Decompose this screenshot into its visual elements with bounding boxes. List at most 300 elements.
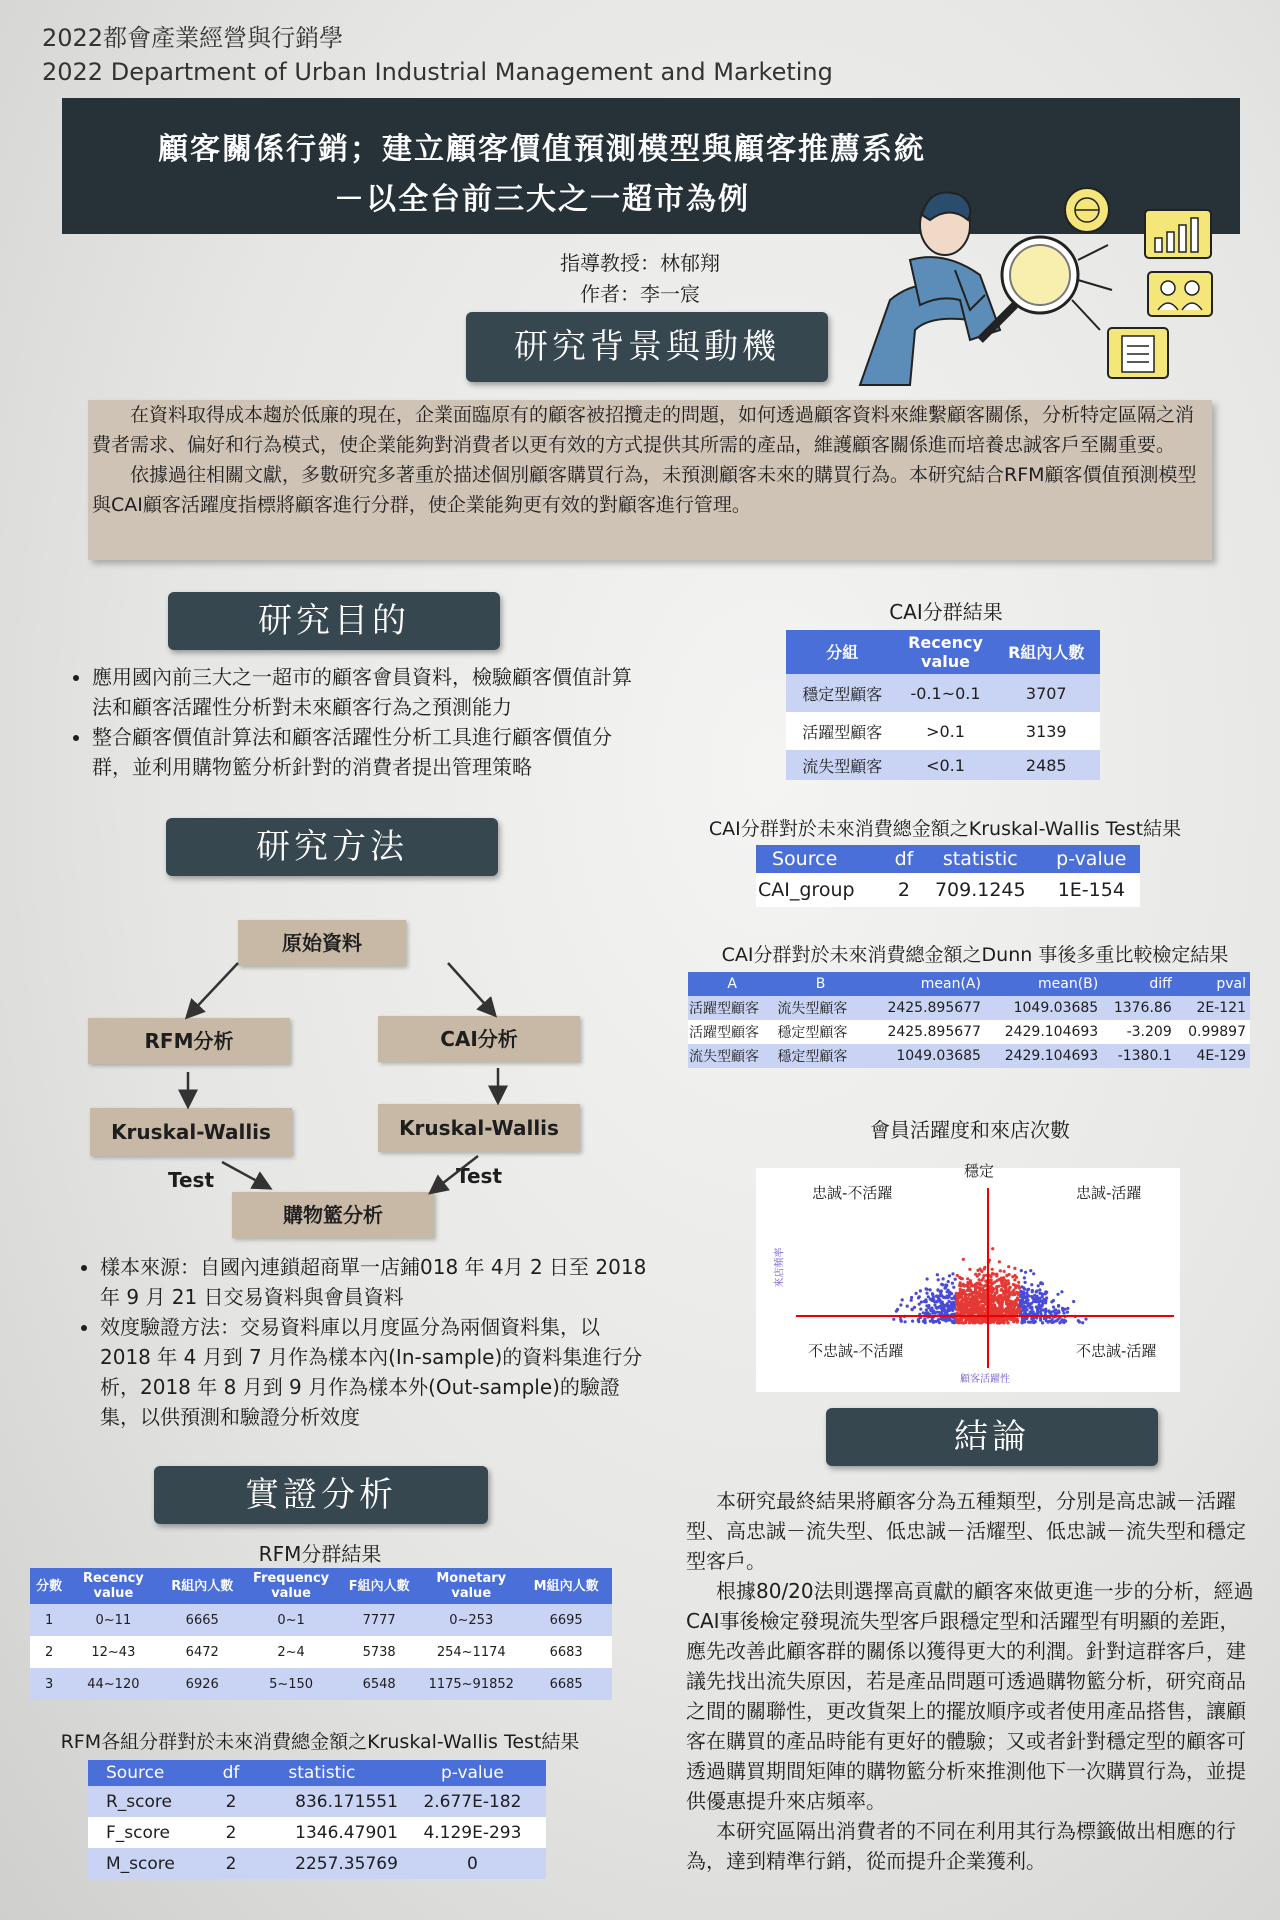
scatter-point bbox=[1000, 1289, 1003, 1292]
table-cell: 穩定型顧客 bbox=[777, 1025, 848, 1041]
scatter-point bbox=[948, 1318, 951, 1321]
table-row bbox=[786, 712, 1100, 750]
table-header-cell: B bbox=[815, 976, 826, 992]
table-cell: 流失型顧客 bbox=[689, 1049, 759, 1065]
scatter-point bbox=[1052, 1306, 1055, 1309]
scatter-point bbox=[978, 1273, 981, 1276]
table-header-cell: R組內人數 bbox=[171, 1578, 234, 1594]
table-row bbox=[688, 1020, 1250, 1044]
scatter-point bbox=[920, 1300, 923, 1303]
table-header-cell: statistic bbox=[288, 1763, 356, 1783]
table-header-cell: df bbox=[222, 1763, 240, 1783]
scatter-point bbox=[1001, 1301, 1004, 1304]
table-header-row bbox=[756, 845, 1140, 873]
scatter-point bbox=[1060, 1290, 1063, 1293]
scatter-point bbox=[930, 1307, 933, 1310]
scatter-point bbox=[958, 1321, 961, 1324]
table-cell: >0.1 bbox=[926, 721, 965, 741]
table-cell: 1049.03685 bbox=[1013, 1000, 1099, 1016]
scatter-caption: 會員活躍度和來店次數 bbox=[870, 1118, 1070, 1142]
scatter-point bbox=[955, 1312, 958, 1315]
scatter-point bbox=[1028, 1321, 1031, 1324]
scatter-point bbox=[1078, 1320, 1081, 1323]
scatter-point bbox=[1002, 1276, 1005, 1279]
scatter-point bbox=[1002, 1298, 1005, 1301]
scatter-point bbox=[970, 1283, 973, 1286]
scatter-point bbox=[1013, 1267, 1016, 1270]
scatter-point bbox=[999, 1317, 1002, 1320]
scatter-point bbox=[910, 1296, 913, 1299]
scatter-point bbox=[957, 1309, 960, 1312]
scatter-point bbox=[1021, 1298, 1024, 1301]
table-header-cell: diff bbox=[1149, 976, 1172, 992]
scatter-point bbox=[1024, 1281, 1027, 1284]
scatter-point bbox=[925, 1308, 928, 1311]
scatter-point bbox=[944, 1285, 947, 1288]
scatter-point bbox=[940, 1306, 943, 1309]
scatter-point bbox=[989, 1275, 992, 1278]
scatter-point bbox=[925, 1304, 928, 1307]
scatter-point bbox=[1016, 1298, 1019, 1301]
scatter-point bbox=[1072, 1300, 1075, 1303]
scatter-point bbox=[999, 1269, 1002, 1272]
table-row bbox=[786, 674, 1100, 712]
scatter-point bbox=[962, 1321, 965, 1324]
scatter-point bbox=[1000, 1284, 1003, 1287]
table-cell: 836.171551 bbox=[295, 1791, 398, 1812]
scatter-point bbox=[1039, 1308, 1042, 1311]
scatter-point bbox=[959, 1277, 962, 1280]
scatter-point bbox=[991, 1304, 994, 1307]
scatter-point bbox=[925, 1292, 928, 1295]
scatter-point bbox=[1002, 1320, 1005, 1323]
scatter-point bbox=[1028, 1306, 1031, 1309]
scatter-point bbox=[953, 1296, 956, 1299]
cai-table-caption: CAI分群結果 bbox=[889, 600, 1003, 624]
scatter-point bbox=[962, 1258, 965, 1261]
section-title-purpose: 研究目的 bbox=[168, 592, 500, 650]
method-item: • 效度驗證方法：交易資料庫以月度區分為兩個資料集，以 2018 年 4 月到 7 月作為樣本內(In-sample)的資料集進行分析，2018 年 8 月到 9 月作為樣本外(Out-sample)的驗證集，以供預測和驗證分析效度 bbox=[100, 1312, 648, 1432]
table-row bbox=[786, 750, 1100, 780]
scatter-point bbox=[965, 1307, 968, 1310]
scatter-point bbox=[984, 1279, 987, 1282]
scatter-point bbox=[926, 1277, 929, 1280]
table-header-cell: A bbox=[727, 976, 737, 992]
scatter-point bbox=[1015, 1276, 1018, 1279]
table-cell: 2429.104693 bbox=[1004, 1024, 1099, 1040]
table-row bbox=[88, 1786, 546, 1817]
scatter-label-loyal-active: 忠誠-活躍 bbox=[1076, 1184, 1142, 1202]
scatter-point bbox=[900, 1320, 903, 1323]
table-cell: 12~43 bbox=[91, 1644, 136, 1660]
scatter-point bbox=[1023, 1292, 1026, 1295]
table-header-cell: Recency value bbox=[908, 633, 983, 671]
scatter-point bbox=[977, 1311, 980, 1314]
scatter-point bbox=[935, 1306, 938, 1309]
scatter-point bbox=[983, 1267, 986, 1270]
table-cell: 1E-154 bbox=[1057, 879, 1125, 901]
table-cell: 2425.895677 bbox=[887, 1024, 981, 1040]
scatter-point bbox=[967, 1282, 970, 1285]
scatter-point bbox=[952, 1286, 955, 1289]
scatter-point bbox=[911, 1320, 914, 1323]
flow-cai: CAI分析 bbox=[378, 1016, 580, 1062]
table-cell: 6683 bbox=[549, 1644, 583, 1660]
scatter-point bbox=[1081, 1321, 1084, 1324]
scatter-point bbox=[896, 1308, 899, 1311]
scatter-point bbox=[965, 1298, 968, 1301]
scatter-point bbox=[1020, 1269, 1023, 1272]
flow-basket: 購物籃分析 bbox=[232, 1192, 434, 1238]
scatter-ylabel: 來店頻率 bbox=[774, 1247, 786, 1288]
scatter-point bbox=[1057, 1304, 1060, 1307]
scatter-point bbox=[991, 1282, 994, 1285]
table-cell: 0~253 bbox=[449, 1612, 494, 1628]
purpose-item: • 整合顧客價值計算法和顧客活躍性分析工具進行顧客價值分群，並利用購物籃分析針對的消費者提出管理策略 bbox=[92, 722, 640, 782]
table-cell: 2 bbox=[897, 879, 910, 901]
scatter-point bbox=[1041, 1321, 1044, 1324]
scatter-point bbox=[901, 1298, 904, 1301]
scatter-point bbox=[1043, 1298, 1046, 1301]
table-cell: 0 bbox=[467, 1853, 478, 1874]
table-cell: 44~120 bbox=[87, 1676, 140, 1692]
scatter-point bbox=[961, 1289, 964, 1292]
title-line-2: －以全台前三大之一超市為例 bbox=[334, 182, 750, 217]
scatter-point bbox=[910, 1299, 913, 1302]
scatter-point bbox=[1058, 1321, 1061, 1324]
conclusion-text bbox=[686, 1486, 1258, 1876]
scatter-point bbox=[1032, 1300, 1035, 1303]
scatter-point bbox=[925, 1288, 928, 1291]
scatter-point bbox=[973, 1284, 976, 1287]
table-row bbox=[88, 1817, 546, 1848]
scatter-point bbox=[977, 1318, 980, 1321]
table-cell: 6472 bbox=[185, 1644, 219, 1660]
scatter-point bbox=[936, 1273, 939, 1276]
scatter-point bbox=[1025, 1317, 1028, 1320]
scatter-point bbox=[959, 1317, 962, 1320]
scatter-point bbox=[1050, 1300, 1053, 1303]
scatter-point bbox=[1057, 1309, 1060, 1312]
scatter-point bbox=[1003, 1270, 1006, 1273]
section-title-empirical: 實證分析 bbox=[154, 1466, 488, 1524]
table-cell: 6695 bbox=[549, 1612, 583, 1628]
scatter-point bbox=[1054, 1308, 1057, 1311]
background-paragraph-2: 依據過往相關文獻，多數研究多著重於描述個別顧客購買行為，未預測顧客未來的購買行為。本研究結合RFM顧客價值預測模型與CAI顧客活躍度指標將顧客進行分群，使企業能夠更有效的對顧客進行管理。 bbox=[92, 464, 1197, 516]
scatter-point bbox=[1038, 1288, 1041, 1291]
table-cell: M_score bbox=[106, 1853, 175, 1874]
table-cell: 活躍型顧客 bbox=[689, 1001, 759, 1017]
table-cell: 4E-129 bbox=[1196, 1048, 1246, 1064]
scatter-point bbox=[993, 1298, 996, 1301]
table-row bbox=[30, 1636, 612, 1668]
table-cell: 2425.895677 bbox=[887, 1000, 981, 1016]
scatter-point bbox=[911, 1308, 914, 1311]
scatter-point bbox=[966, 1312, 969, 1315]
table-cell: 1346.47901 bbox=[295, 1822, 398, 1843]
method-list bbox=[78, 1252, 648, 1432]
table-cell: 2 bbox=[225, 1791, 237, 1812]
flow-arrows bbox=[0, 0, 640, 1260]
table-cell: 2257.35769 bbox=[295, 1853, 398, 1874]
scatter-point bbox=[978, 1294, 981, 1297]
scatter-point bbox=[1009, 1286, 1012, 1289]
table-cell: -1380.1 bbox=[1117, 1048, 1172, 1064]
scatter-point bbox=[1009, 1310, 1012, 1313]
scatter-point bbox=[925, 1300, 928, 1303]
scatter-point bbox=[1063, 1319, 1066, 1322]
scatter-point bbox=[1007, 1308, 1010, 1311]
scatter-point bbox=[981, 1310, 984, 1313]
scatter-point bbox=[984, 1284, 987, 1287]
table-header-cell: mean(B) bbox=[1037, 976, 1099, 992]
table-cell: 流失型顧客 bbox=[802, 756, 883, 776]
scatter-point bbox=[1007, 1321, 1010, 1324]
scatter-point bbox=[935, 1295, 938, 1298]
header-line-2: 2022 Department of Urban Industrial Management and Marketing bbox=[42, 58, 833, 86]
table-cell: 2 bbox=[225, 1853, 237, 1874]
scatter-point bbox=[944, 1309, 947, 1312]
table-cell: 5~150 bbox=[269, 1676, 314, 1692]
flow-kw-right: Kruskal-Wallis Test bbox=[378, 1104, 580, 1152]
scatter-point bbox=[917, 1320, 920, 1323]
conclusion-paragraph-2: 根據80/20法則選擇高貢獻的顧客來做更進一步的分析，經過CAI事後檢定發現流失型客戶跟穩定型和活躍型有明顯的差距，應先改善此顧客群的關係以獲得更大的利潤。針對這群客戶，建議先找出流失原因，若是產品問題可透過購物籃分析，研究商品之間的關聯性，更改貨架上的擺放順序或者使用產品搭售，讓顧客在購買的產品時能有更好的體驗；又或者針對穩定型的顧客可透過購買期間矩陣的購物籃分析來推測他下一次購買行為，並提供優惠提升來店頻率。 bbox=[686, 1579, 1254, 1813]
scatter-point bbox=[1012, 1289, 1015, 1292]
scatter-point bbox=[919, 1308, 922, 1311]
scatter-point bbox=[998, 1260, 1001, 1263]
scatter-point bbox=[982, 1274, 985, 1277]
table-cell: 3 bbox=[45, 1676, 54, 1692]
table-cell: 穩定型顧客 bbox=[777, 1049, 848, 1065]
scatter-point bbox=[1033, 1297, 1036, 1300]
scatter-point bbox=[976, 1291, 979, 1294]
table-header-cell: p-value bbox=[440, 1763, 504, 1783]
table-cell: 6548 bbox=[362, 1676, 396, 1692]
scatter-point bbox=[1030, 1295, 1033, 1298]
scatter-point bbox=[1000, 1294, 1003, 1297]
table-cell: 6926 bbox=[185, 1676, 219, 1692]
scatter-point bbox=[948, 1300, 951, 1303]
table-row bbox=[756, 873, 1140, 907]
scatter-label-loyal-inactive: 忠誠-不活躍 bbox=[812, 1184, 893, 1202]
table-cell: 1376.86 bbox=[1113, 1000, 1172, 1016]
flow-rfm: RFM分析 bbox=[88, 1018, 290, 1064]
scatter-point bbox=[1009, 1306, 1012, 1309]
scatter-point bbox=[980, 1270, 983, 1273]
scatter-point bbox=[1036, 1295, 1039, 1298]
scatter-label-disloyal-inactive: 不忠誠-不活躍 bbox=[808, 1342, 904, 1360]
scatter-point bbox=[1023, 1288, 1026, 1291]
scatter-point bbox=[1032, 1320, 1035, 1323]
scatter-point bbox=[973, 1300, 976, 1303]
scatter-point bbox=[978, 1278, 981, 1281]
flow-kw-left: Kruskal-Wallis Test bbox=[90, 1108, 292, 1156]
scatter-point bbox=[981, 1279, 984, 1282]
conclusion-paragraph-1: 本研究最終結果將顧客分為五種類型，分別是高忠誠－活躍型、高忠誠－流失型、低忠誠－活耀型、低忠誠－流失型和穩定型客戶。 bbox=[686, 1489, 1246, 1573]
table-cell: 5738 bbox=[362, 1644, 396, 1660]
table-header-cell: mean(A) bbox=[920, 976, 981, 992]
scatter-point bbox=[964, 1293, 967, 1296]
scatter-point bbox=[940, 1283, 943, 1286]
scatter-point bbox=[1031, 1289, 1034, 1292]
table-cell: 709.1245 bbox=[934, 879, 1026, 901]
scatter-point bbox=[955, 1292, 958, 1295]
scatter-point bbox=[946, 1296, 949, 1299]
table-cell: 7777 bbox=[362, 1612, 396, 1628]
scatter-point bbox=[1026, 1288, 1029, 1291]
scatter-point bbox=[1014, 1285, 1017, 1288]
scatter-point bbox=[1066, 1307, 1069, 1310]
dunn-table bbox=[688, 972, 1250, 1068]
scatter-point bbox=[972, 1295, 975, 1298]
scatter-point bbox=[981, 1295, 984, 1298]
scatter-point bbox=[1032, 1310, 1035, 1313]
scatter-point bbox=[959, 1296, 962, 1299]
scatter-point bbox=[937, 1278, 940, 1281]
table-cell: 2 bbox=[45, 1644, 54, 1660]
scatter-point bbox=[936, 1319, 939, 1322]
scatter-point bbox=[982, 1291, 985, 1294]
scatter-point bbox=[1026, 1294, 1029, 1297]
conclusion-paragraph-3: 本研究區隔出消費者的不同在利用其行為標籤做出相應的行為，達到精準行銷，從而提升企業獲利。 bbox=[686, 1819, 1236, 1873]
table-cell: -0.1~0.1 bbox=[910, 683, 981, 703]
scatter-point bbox=[954, 1278, 957, 1281]
scatter-point bbox=[956, 1300, 959, 1303]
scatter-point bbox=[1037, 1284, 1040, 1287]
table-cell: -3.209 bbox=[1126, 1024, 1172, 1040]
scatter-point bbox=[1040, 1292, 1043, 1295]
scatter-point bbox=[998, 1308, 1001, 1311]
scatter-point bbox=[939, 1290, 942, 1293]
table-cell: 1 bbox=[45, 1612, 54, 1628]
scatter-point bbox=[948, 1274, 951, 1277]
header-line-1: 2022都會產業經營與行銷學 bbox=[42, 24, 344, 52]
rfm-kw-caption: RFM各組分群對於未來消費總金額之Kruskal-Wallis Test結果 bbox=[60, 1731, 580, 1753]
scatter-point bbox=[1062, 1311, 1065, 1314]
table-row bbox=[88, 1848, 546, 1879]
scatter-point bbox=[1037, 1300, 1040, 1303]
scatter-point bbox=[994, 1310, 997, 1313]
scatter-point bbox=[969, 1279, 972, 1282]
scatter-point bbox=[1013, 1300, 1016, 1303]
scatter-point bbox=[1039, 1317, 1042, 1320]
scatter-point bbox=[1044, 1311, 1047, 1314]
scatter-point bbox=[995, 1291, 998, 1294]
scatter-point bbox=[942, 1277, 945, 1280]
table-cell: 4.129E-293 bbox=[423, 1822, 522, 1843]
scatter-point bbox=[946, 1290, 949, 1293]
scatter-point bbox=[929, 1288, 932, 1291]
table-cell: F_score bbox=[106, 1822, 170, 1843]
table-header-cell: Recency value bbox=[82, 1571, 144, 1601]
table-cell: 6665 bbox=[185, 1612, 219, 1628]
scatter-point bbox=[1064, 1308, 1067, 1311]
table-header-row bbox=[786, 630, 1100, 674]
rfm-kw-table bbox=[88, 1760, 546, 1879]
scatter-point bbox=[899, 1303, 902, 1306]
scatter-point bbox=[1017, 1281, 1020, 1284]
scatter-point bbox=[1007, 1296, 1010, 1299]
section-title-method: 研究方法 bbox=[166, 818, 498, 876]
scatter-point bbox=[947, 1280, 950, 1283]
scatter-point bbox=[931, 1298, 934, 1301]
scatter-point bbox=[1047, 1309, 1050, 1312]
scatter-point bbox=[952, 1302, 955, 1305]
scatter-point bbox=[892, 1318, 895, 1321]
scatter-point bbox=[1066, 1311, 1069, 1314]
scatter-point bbox=[1046, 1321, 1049, 1324]
table-cell: 活躍型顧客 bbox=[689, 1025, 759, 1041]
flow-raw-data: 原始資料 bbox=[238, 920, 406, 966]
scatter-point bbox=[1057, 1318, 1060, 1321]
table-cell: 0~11 bbox=[95, 1612, 132, 1628]
table-header-cell: Source bbox=[772, 848, 838, 870]
scatter-point bbox=[995, 1279, 998, 1282]
table-header-cell: 分數 bbox=[36, 1578, 63, 1594]
table-row bbox=[30, 1668, 612, 1700]
table-header-cell: statistic bbox=[942, 848, 1018, 870]
scatter-point bbox=[1023, 1320, 1026, 1323]
dunn-caption: CAI分群對於未來消費總金額之Dunn 事後多重比較檢定結果 bbox=[721, 944, 1229, 966]
scatter-point bbox=[927, 1295, 930, 1298]
scatter-point bbox=[966, 1289, 969, 1292]
scatter-point bbox=[1035, 1290, 1038, 1293]
scatter-panel bbox=[756, 1162, 1180, 1392]
scatter-point bbox=[915, 1292, 918, 1295]
scatter-point bbox=[948, 1292, 951, 1295]
table-header-cell: df bbox=[894, 848, 914, 870]
scatter-point bbox=[962, 1283, 965, 1286]
scatter-point bbox=[923, 1319, 926, 1322]
scatter-point bbox=[1023, 1276, 1026, 1279]
scatter-label-disloyal-active: 不忠誠-活躍 bbox=[1076, 1342, 1157, 1360]
scatter-point bbox=[959, 1284, 962, 1287]
scatter-point bbox=[991, 1247, 994, 1250]
cai-kw-table bbox=[756, 845, 1140, 907]
method-item: • 樣本來源：自國內連鎖超商單一店鋪018 年 4月 2 日至 2018 年 9 月 21 日交易資料與會員資料 bbox=[100, 1252, 648, 1312]
scatter-point bbox=[940, 1302, 943, 1305]
author-name: 作者：李一宸 bbox=[580, 282, 700, 306]
table-header-cell: F組內人數 bbox=[348, 1578, 410, 1594]
scatter-point bbox=[1011, 1275, 1014, 1278]
scatter-point bbox=[925, 1311, 928, 1314]
scatter-point bbox=[935, 1311, 938, 1314]
table-cell: 6685 bbox=[549, 1676, 583, 1692]
table-row bbox=[688, 1044, 1250, 1068]
scatter-point bbox=[953, 1305, 956, 1308]
scatter-point bbox=[956, 1274, 959, 1277]
cai-table bbox=[786, 630, 1100, 780]
scatter-point bbox=[1036, 1310, 1039, 1313]
scatter-point bbox=[1028, 1303, 1031, 1306]
table-header-cell: p-value bbox=[1056, 848, 1127, 870]
scatter-point bbox=[1006, 1283, 1009, 1286]
cai-kw-caption: CAI分群對於未來消費總金額之Kruskal-Wallis Test結果 bbox=[708, 818, 1182, 840]
scatter-point bbox=[989, 1284, 992, 1287]
table-cell: 1175~91852 bbox=[428, 1676, 514, 1692]
scatter-point bbox=[1051, 1318, 1054, 1321]
scatter-point bbox=[961, 1298, 964, 1301]
scatter-point bbox=[1018, 1308, 1021, 1311]
scatter-point bbox=[1018, 1287, 1021, 1290]
table-header-row bbox=[30, 1568, 612, 1604]
scatter-point bbox=[931, 1319, 934, 1322]
table-cell: 3707 bbox=[1025, 683, 1067, 703]
scatter-point bbox=[951, 1272, 954, 1275]
analyst-illustration bbox=[850, 180, 1230, 390]
rfm-table bbox=[30, 1568, 612, 1700]
scatter-point bbox=[1032, 1272, 1035, 1275]
